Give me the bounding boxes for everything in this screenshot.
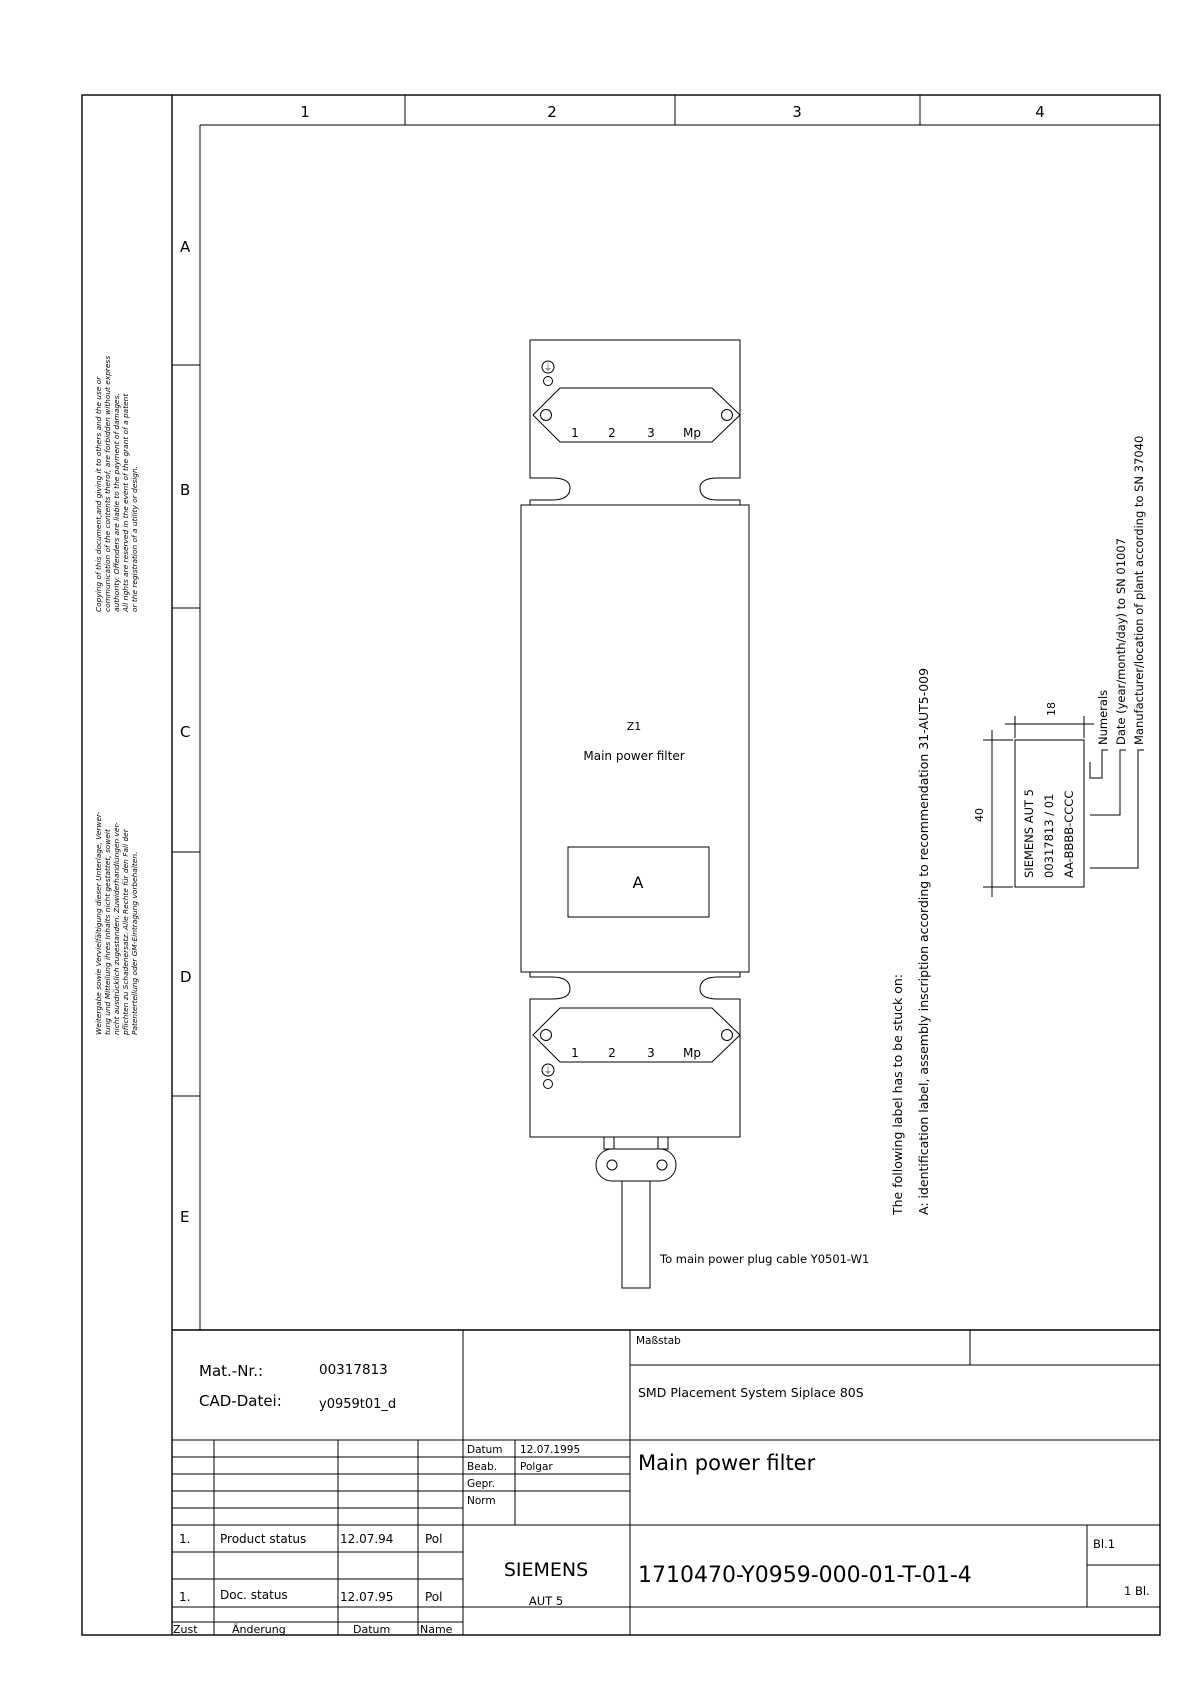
footer-date: Datum (353, 1623, 391, 1636)
bearb-value: Polgar (520, 1461, 553, 1473)
datum-label: Datum (467, 1444, 503, 1456)
footer-change: Änderung (232, 1623, 286, 1636)
norm-label: Norm (467, 1495, 496, 1507)
scale-label: Maßstab (636, 1335, 681, 1347)
footer-name: Name (420, 1623, 453, 1636)
dimension-height: 40 (973, 808, 986, 822)
row-label-b: B (180, 481, 191, 499)
rev1-change: Product status (220, 1532, 307, 1546)
title-block (172, 1330, 1160, 1636)
top-ground-screw (544, 377, 553, 386)
bottom-connector (533, 1008, 740, 1062)
bottom-connector-screw-left (541, 1030, 552, 1041)
label-line-3: AA-BBBB-CCCC (1062, 790, 1076, 878)
legend-date: Date (year/month/day) to SN 01007 (1114, 538, 1128, 745)
column-label-1: 1 (300, 103, 310, 121)
note-line-2: A: identification label, assembly inscription according to recommendation 31-AUT5-009 (916, 667, 931, 1215)
drawing-number: 1710470-Y0959-000-01-T-01-4 (638, 1563, 972, 1588)
svg-text:pflichten zu Schadenersatz. Al: pflichten zu Schadenersatz. Alle Rechte für den Fall der (121, 829, 130, 1035)
svg-text:nicht ausdrücklich zugestanden: nicht ausdrücklich zugestanden. Zuwiderhandlungen ver- (112, 822, 121, 1035)
filter-body (521, 505, 749, 972)
mat-nr-value: 00317813 (319, 1362, 388, 1378)
leader-numerals (1090, 750, 1108, 778)
row-label-a: A (180, 238, 191, 256)
bottom-connector-screw-right (722, 1030, 733, 1041)
footer-zust: Zust (173, 1623, 198, 1636)
rev2-name: Pol (425, 1590, 443, 1604)
top-connector (533, 388, 740, 442)
division-name: AUT 5 (528, 1594, 564, 1608)
rev2-date: 12.07.95 (340, 1590, 394, 1604)
svg-text:Copying of this document,and g: Copying of this document,and giving it to others and the use or (94, 376, 103, 612)
rev2-zust: 1. (179, 1590, 191, 1604)
component-name: Main power filter (583, 749, 685, 763)
drawing-title: Main power filter (638, 1451, 816, 1475)
copyright-notice-english (94, 356, 139, 613)
svg-text:or the registration of a utili: or the registration of a utility or design. (130, 465, 139, 612)
svg-text:authority. Offenders are liabl: authority. Offenders are liable to the payment of damages. (112, 393, 121, 612)
project-name: SMD Placement System Siplace 80S (638, 1385, 864, 1400)
identification-label-detail (973, 436, 1146, 897)
legend-manufacturer: Manufacturer/location of plant according to SN 37040 (1132, 435, 1146, 745)
cable-gland (596, 1137, 676, 1181)
top-terminal-1: 1 (571, 426, 579, 440)
top-terminal-3: 3 (647, 426, 655, 440)
leader-date (1090, 750, 1126, 815)
copyright-notice-german (94, 811, 139, 1036)
top-ground-icon: ⏚ (543, 364, 553, 374)
power-cable (622, 1181, 650, 1288)
rev1-zust: 1. (179, 1532, 191, 1546)
top-connector-screw-left (541, 410, 552, 421)
rev1-date: 12.07.94 (340, 1532, 394, 1546)
dimension-width: 18 (1045, 702, 1058, 716)
leader-manufacturer (1090, 750, 1144, 868)
svg-text:Patenterteilung oder GM-Eintra: Patenterteilung oder GM-Eintragung vorbehalten. (130, 851, 139, 1035)
mat-nr-label: Mat.-Nr.: (199, 1362, 264, 1380)
label-instruction-note (890, 668, 931, 1216)
bottom-ground-icon: ⏚ (543, 1067, 553, 1077)
top-terminal-mp: Mp (683, 426, 701, 440)
bottom-flange (530, 972, 740, 1137)
column-label-2: 2 (547, 103, 557, 121)
component-id: Z1 (626, 720, 642, 733)
top-connector-screw-right (722, 410, 733, 421)
row-label-c: C (180, 723, 191, 741)
bottom-ground-screw (544, 1080, 553, 1089)
rev1-name: Pol (425, 1532, 443, 1546)
column-label-4: 4 (1035, 103, 1045, 121)
svg-text:communication of the contents: communication of the contents therof, are forbidden without express (103, 355, 112, 612)
sheet-count: 1 Bl. (1124, 1584, 1150, 1598)
row-label-d: D (180, 968, 192, 986)
legend-numerals: Numerals (1096, 689, 1110, 745)
datum-value: 12.07.1995 (520, 1444, 581, 1456)
sheet-number: Bl.1 (1093, 1537, 1116, 1551)
bottom-terminal-2: 2 (608, 1046, 616, 1060)
row-label-e: E (180, 1208, 190, 1226)
bottom-terminal-mp: Mp (683, 1046, 701, 1060)
gepr-label: Gepr. (467, 1478, 495, 1490)
top-flange (530, 340, 740, 505)
svg-text:tung und Mitteilung ihres Inha: tung und Mitteilung ihres Inhalts nicht gestattet, soweit (103, 829, 112, 1035)
cad-file-label: CAD-Datei: (199, 1392, 282, 1410)
cad-file-value: y0959t01_d (319, 1397, 397, 1412)
top-terminal-2: 2 (608, 426, 616, 440)
svg-text:All rights are reserved in the: All rights are reserved in the event of the grant of a patent (121, 393, 130, 612)
bottom-terminal-3: 3 (647, 1046, 655, 1060)
label-line-1: SIEMENS AUT 5 (1022, 789, 1036, 878)
column-label-3: 3 (792, 103, 802, 121)
label-area-a-letter: A (632, 873, 644, 892)
cable-note: To main power plug cable Y0501-W1 (660, 1252, 870, 1266)
company-name: SIEMENS (503, 1559, 589, 1581)
main-power-filter-drawing (521, 340, 869, 1288)
svg-text:Weitergabe sowie Vervielfältig: Weitergabe sowie Vervielfältigung dieser Unterlage, Verwer- (94, 811, 103, 1035)
rev2-change: Doc. status (220, 1588, 288, 1602)
bottom-terminal-1: 1 (571, 1046, 579, 1060)
note-line-1: The following label has to be stuck on: (890, 974, 905, 1215)
label-line-2: 00317813 / 01 (1042, 793, 1056, 878)
bearb-label: Beab. (467, 1461, 498, 1473)
